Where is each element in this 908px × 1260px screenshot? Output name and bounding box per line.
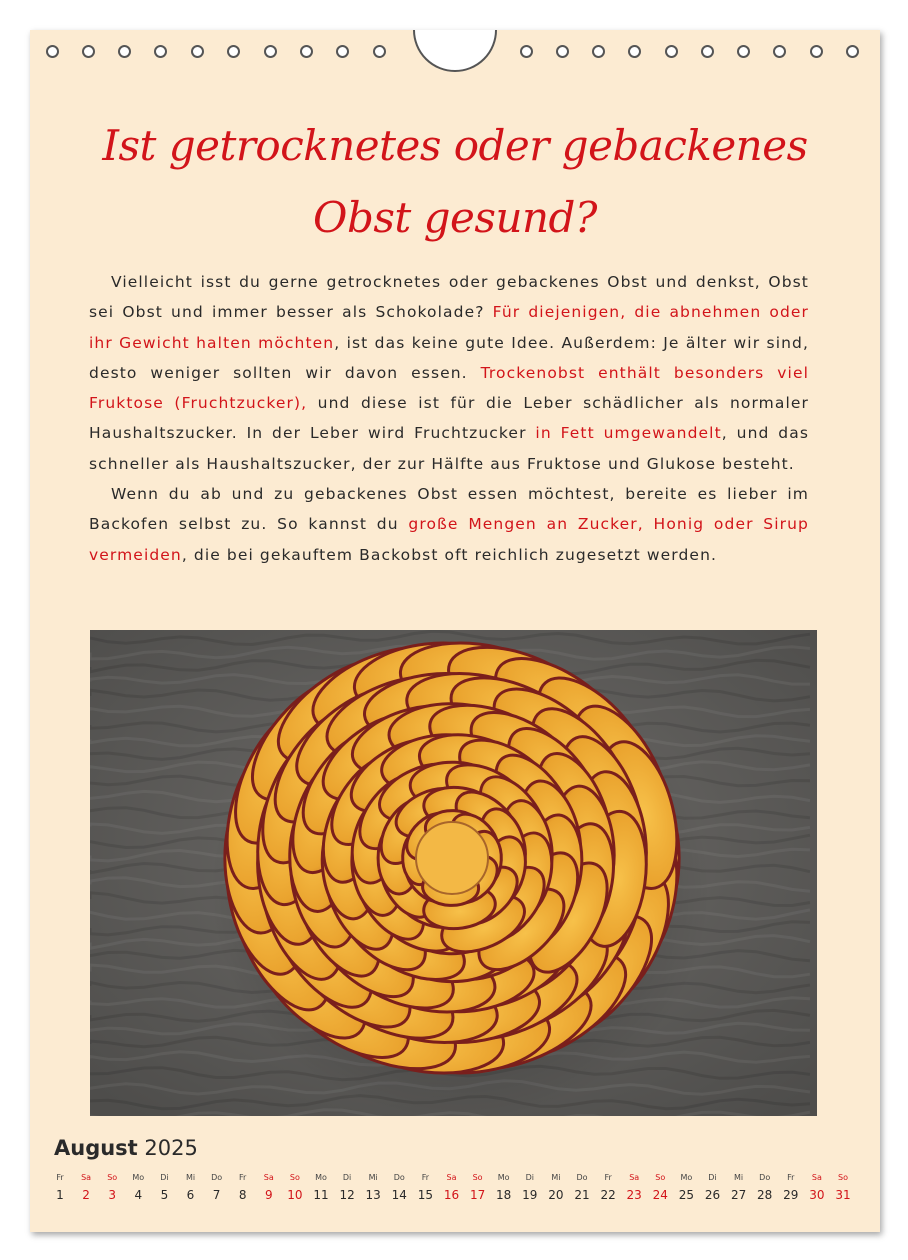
calendar-day [47, 1173, 73, 1203]
weekday-abbr: Sa [811, 1173, 822, 1182]
weekday-abbr: Sa [263, 1173, 274, 1182]
text-run: , ist das keine gute Idee. Außerdem: Je älter wir sind, desto weniger sollten wir davon essen. [89, 333, 809, 382]
calendar-strip [47, 1173, 867, 1213]
day-number: 17 [469, 1188, 486, 1202]
binding-hole [628, 45, 641, 58]
calendar-day [73, 1173, 99, 1203]
weekday-abbr: So [838, 1173, 848, 1182]
binding-hole [665, 45, 678, 58]
weekday-abbr: Do [393, 1173, 405, 1182]
binding-hole [737, 45, 750, 58]
day-number: 20 [548, 1188, 564, 1202]
rose-center [416, 822, 488, 894]
day-number: 30 [809, 1188, 825, 1202]
calendar-day [386, 1173, 412, 1203]
calendar-day [439, 1173, 465, 1203]
text-run: Wenn du ab und zu gebackenes Obst essen möchtest, bereite es lieber im Backofen selbst zu. So kannst du [89, 485, 809, 534]
day-number: 27 [730, 1188, 747, 1202]
binding-hole [118, 45, 131, 58]
weekday-abbr: Mo [315, 1173, 327, 1182]
paragraph-1 [89, 267, 809, 479]
weekday-abbr: Mi [734, 1173, 744, 1182]
day-number: 23 [626, 1188, 642, 1202]
month-label [54, 1136, 198, 1160]
calendar-day [621, 1173, 647, 1203]
highlighted-text: in Fett umgewandelt [535, 424, 722, 443]
calendar-day [726, 1173, 752, 1203]
calendar-day [569, 1173, 595, 1203]
title-line-1: Ist getrocknetes oder gebackenes [102, 121, 808, 170]
day-number: 21 [574, 1188, 590, 1202]
calendar-day [334, 1173, 360, 1203]
calendar-day [178, 1173, 204, 1203]
day-number: 29 [783, 1188, 799, 1202]
day-number: 10 [287, 1188, 303, 1202]
binding-hole [846, 45, 859, 58]
day-number: 31 [835, 1188, 851, 1202]
calendar-day [151, 1173, 177, 1203]
binding-hole [191, 45, 204, 58]
calendar-day [778, 1173, 804, 1203]
weekday-abbr: Mo [132, 1173, 145, 1182]
binding-hole [82, 45, 95, 58]
title-line-2: Obst gesund? [313, 193, 597, 242]
calendar-page [30, 30, 880, 1232]
weekday-abbr: So [107, 1173, 118, 1182]
calendar-day [647, 1173, 673, 1203]
day-number: 18 [496, 1188, 512, 1202]
binding-hole [154, 45, 167, 58]
binding-hole [810, 45, 823, 58]
weekday-abbr: Sa [629, 1173, 640, 1182]
day-number: 11 [313, 1188, 329, 1202]
day-number: 22 [600, 1188, 616, 1202]
weekday-abbr: Di [160, 1173, 169, 1182]
binding-hole [300, 45, 313, 58]
weekday-abbr: So [289, 1173, 300, 1182]
calendar-day [543, 1173, 569, 1203]
calendar-day [700, 1173, 726, 1203]
calendar-day [256, 1173, 282, 1203]
calendar-day [465, 1173, 491, 1203]
calendar-day [491, 1173, 517, 1203]
day-number: 19 [522, 1188, 538, 1202]
day-number: 2 [82, 1188, 90, 1202]
calendar-day [804, 1173, 830, 1203]
highlighted-text: große Mengen an Zucker, Honig oder Sirup vermeiden [89, 515, 809, 564]
calendar-day [595, 1173, 621, 1203]
weekday-abbr: Di [342, 1173, 352, 1182]
weekday-abbr: Do [759, 1173, 771, 1182]
day-number: 5 [160, 1188, 169, 1202]
page-title [70, 110, 840, 254]
calendar-day [673, 1173, 699, 1203]
day-number: 16 [443, 1188, 460, 1202]
binding-hole [773, 45, 786, 58]
weekday-abbr: Mo [497, 1173, 510, 1182]
pastry-illustration [90, 630, 817, 1116]
highlighted-text: Für diejenigen, die abnehmen oder ihr Gewicht halten möchten [89, 303, 809, 352]
day-number: 9 [264, 1188, 273, 1202]
weekday-abbr: Sa [446, 1173, 457, 1182]
weekday-abbr: Sa [81, 1173, 92, 1182]
weekday-abbr: Fr [787, 1173, 795, 1182]
calendar-day [282, 1173, 308, 1203]
day-number: 26 [704, 1188, 721, 1202]
weekday-abbr: Fr [604, 1173, 612, 1182]
weekday-abbr: Mo [680, 1173, 693, 1182]
binding-hole [520, 45, 533, 58]
text-run: Vielleicht isst du gerne getrocknetes oder gebackenes Obst und denkst, Obst sei Obst und immer besser als Schokolade? [89, 273, 809, 322]
weekday-abbr: Mi [185, 1173, 196, 1182]
weekday-abbr: Di [525, 1173, 534, 1182]
weekday-abbr: Di [708, 1173, 717, 1182]
day-number: 6 [186, 1188, 195, 1202]
paragraph-2 [89, 479, 809, 570]
weekday-abbr: Fr [56, 1173, 64, 1182]
month-name: August [54, 1136, 138, 1160]
calendar-day [308, 1173, 334, 1203]
weekday-abbr: Mi [368, 1173, 378, 1182]
day-number: 1 [56, 1188, 64, 1202]
text-run: , und das schneller als Haushaltszucker, der zur Hälfte aus Fruktose und Glukose besteht. [89, 424, 809, 473]
calendar-day [752, 1173, 778, 1203]
binding-hole [373, 45, 386, 58]
calendar-day [204, 1173, 230, 1203]
day-number: 3 [108, 1188, 116, 1202]
text-run: und diese ist für die Leber schädlicher als normaler Haushaltszucker. In der Leber wird Fruchtzucker [89, 394, 809, 443]
calendar-day [99, 1173, 125, 1203]
year-label: 2025 [144, 1136, 198, 1160]
day-number: 14 [391, 1188, 407, 1202]
calendar-day [412, 1173, 438, 1203]
binding-hole [227, 45, 240, 58]
plum-rose-pastry-image [90, 630, 817, 1116]
day-number: 15 [417, 1188, 434, 1202]
day-number: 28 [757, 1188, 773, 1202]
article-text [89, 267, 809, 570]
calendar-day [517, 1173, 543, 1203]
weekday-abbr: So [655, 1173, 666, 1182]
calendar-day [230, 1173, 256, 1203]
binding-hole [592, 45, 605, 58]
calendar-day [360, 1173, 386, 1203]
calendar-day [125, 1173, 151, 1203]
day-number: 13 [365, 1188, 381, 1202]
weekday-abbr: So [472, 1173, 483, 1182]
day-number: 8 [238, 1188, 247, 1202]
highlighted-text: Trockenobst enthält besonders viel Fruktose (Fruchtzucker), [89, 363, 809, 413]
day-number: 12 [339, 1188, 355, 1202]
text-run: , die bei gekauftem Backobst oft reichlich zugesetzt werden. [181, 545, 718, 564]
day-number: 24 [652, 1188, 668, 1202]
weekday-abbr: Do [211, 1173, 223, 1182]
calendar-day [830, 1173, 856, 1203]
binding-hole [46, 45, 59, 58]
weekday-abbr: Fr [239, 1173, 247, 1182]
binding-hole [556, 45, 569, 58]
weekday-abbr: Fr [421, 1173, 430, 1182]
weekday-abbr: Do [576, 1173, 588, 1182]
day-number: 25 [678, 1188, 695, 1202]
day-number: 4 [134, 1188, 143, 1202]
weekday-abbr: Mi [551, 1173, 561, 1182]
binding-hole [336, 45, 349, 58]
binding-hole [264, 45, 277, 58]
day-number: 7 [212, 1188, 221, 1202]
binding-hole [701, 45, 714, 58]
